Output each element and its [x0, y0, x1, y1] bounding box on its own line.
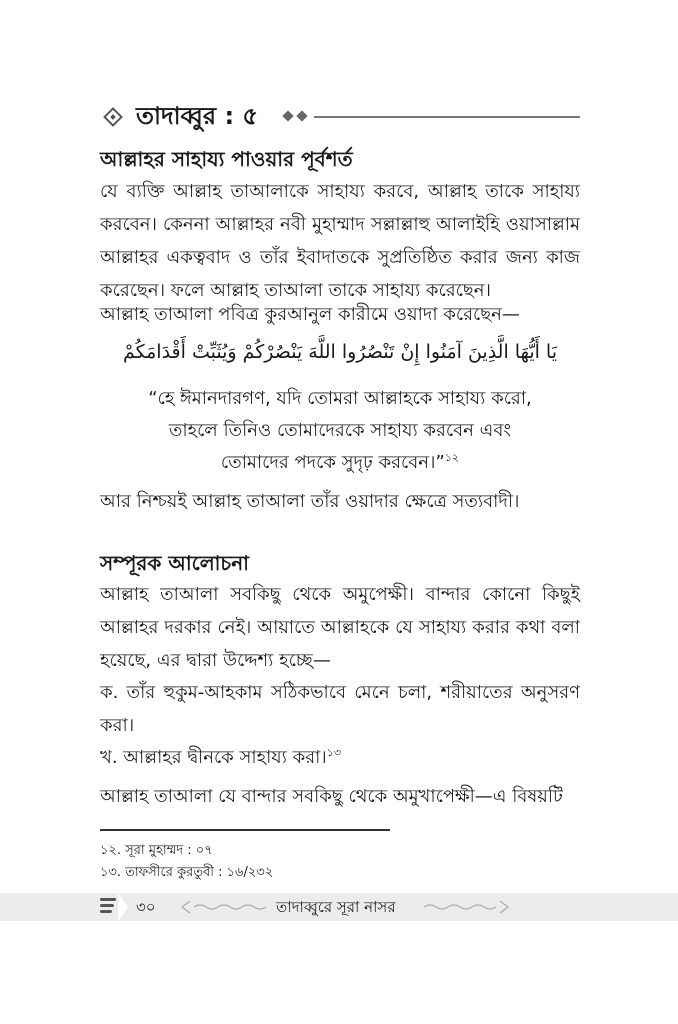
chapter-header: [92, 98, 580, 138]
chapter-title: তাদাব্বুর : ৫: [136, 102, 258, 130]
quote-line: তাহলে তিনিও তোমাদেরকে সাহায্য করবেন এবং: [168, 420, 512, 441]
paragraph-last-line: আল্লাহ তাআলা যে বান্দার সবকিছু থেকে অমুখাপেক্ষী—এ বিষয়টি: [100, 786, 563, 807]
header-rule: [314, 116, 580, 118]
footnote-ref: ১২: [444, 451, 460, 464]
book-title: তাদাব্বুরে সূরা নাসর: [276, 898, 396, 916]
paragraph-supplementary: আল্লাহ তাআলা সবকিছু থেকে অমুপেক্ষী। বান্দার কোনো কিছুই আল্লাহর দরকার নেই। আয়াতে আল্লাহকে যে সাহায্য করার কথা বলা হয়েছে, এর দ্বারা উদ্দেশ্য হচ্ছে—: [100, 584, 580, 671]
verse-translation: [100, 383, 580, 479]
page-footer: [0, 893, 678, 921]
page-number: ৩০: [136, 898, 156, 916]
wave-ornament-icon: [420, 900, 510, 914]
list-item-text: খ. আল্লাহর দ্বীনকে সাহায্য করা।: [100, 747, 327, 768]
book-stack-icon: [100, 897, 118, 917]
section-heading-supplementary: সম্পূরক আলোচনা: [100, 551, 249, 575]
quote-line: [100, 447, 580, 479]
footnote-12: ১২. সূরা মুহাম্মদ : ০৭: [100, 843, 213, 858]
paragraph-promise-intro: আল্লাহ তাআলা পবিত্র কুরআনুল কারীমে ওয়াদা করেছেন—: [100, 304, 520, 325]
list-item-ka: ক. তাঁর হুকুম-আহকাম সঠিকভাবে মেনে চলা, শরীয়াতের অনুসরণ করা।: [100, 682, 580, 736]
arabic-verse: يَا أَيُّهَا الَّذِينَ آمَنُوا إِنْ تَنْصُرُوا اللَّهَ يَنْصُرْكُمْ وَيُثَبِّتْ أَقْدَامَكُمْ: [122, 341, 558, 363]
quote-line-text: তোমাদের পদকে সুদৃঢ় করবেন।”: [220, 452, 445, 473]
wave-ornament-icon: [180, 900, 270, 914]
arrow-ornament-icon: [118, 893, 128, 921]
footnote-13: ১৩. তাফসীরে কুরতুবী : ১৬/২৩২: [100, 865, 274, 880]
diamond-ornament-icon: [103, 107, 123, 127]
footnote-ref: ১৩: [326, 746, 342, 759]
footnote-divider: [100, 829, 390, 831]
paragraph-closing: আর নিশ্চয়ই আল্লাহ তাআলা তাঁর ওয়াদার ক্ষেত্রে সত্যবাদী।: [100, 491, 520, 512]
section-heading-precondition: আল্লাহর সাহায্য পাওয়ার পূর্বশর্ত: [100, 147, 353, 171]
list-item-kha: [100, 741, 580, 774]
quote-line: “হে ঈমানদারগণ, যদি তোমরা আল্লাহকে সাহায্য করো,: [148, 388, 532, 409]
paragraph-intro: যে ব্যক্তি আল্লাহ তাআলাকে সাহায্য করবে, আল্লাহ তাকে সাহায্য করবেন। কেননা আল্লাহর নবী মুহাম্মাদ সল্লাল্লাহু আলাইহি ওয়াসাল্লাম আল্লাহর একত্ববাদ ও তাঁর ইবাদাতকে সুপ্রতিষ্ঠিত করার জন্য কাজ করেছেন। ফলে আল্লাহ তাআলা তাকে সাহায্য করেছেন।: [100, 181, 580, 301]
diamond-dots-icon: [284, 112, 314, 122]
